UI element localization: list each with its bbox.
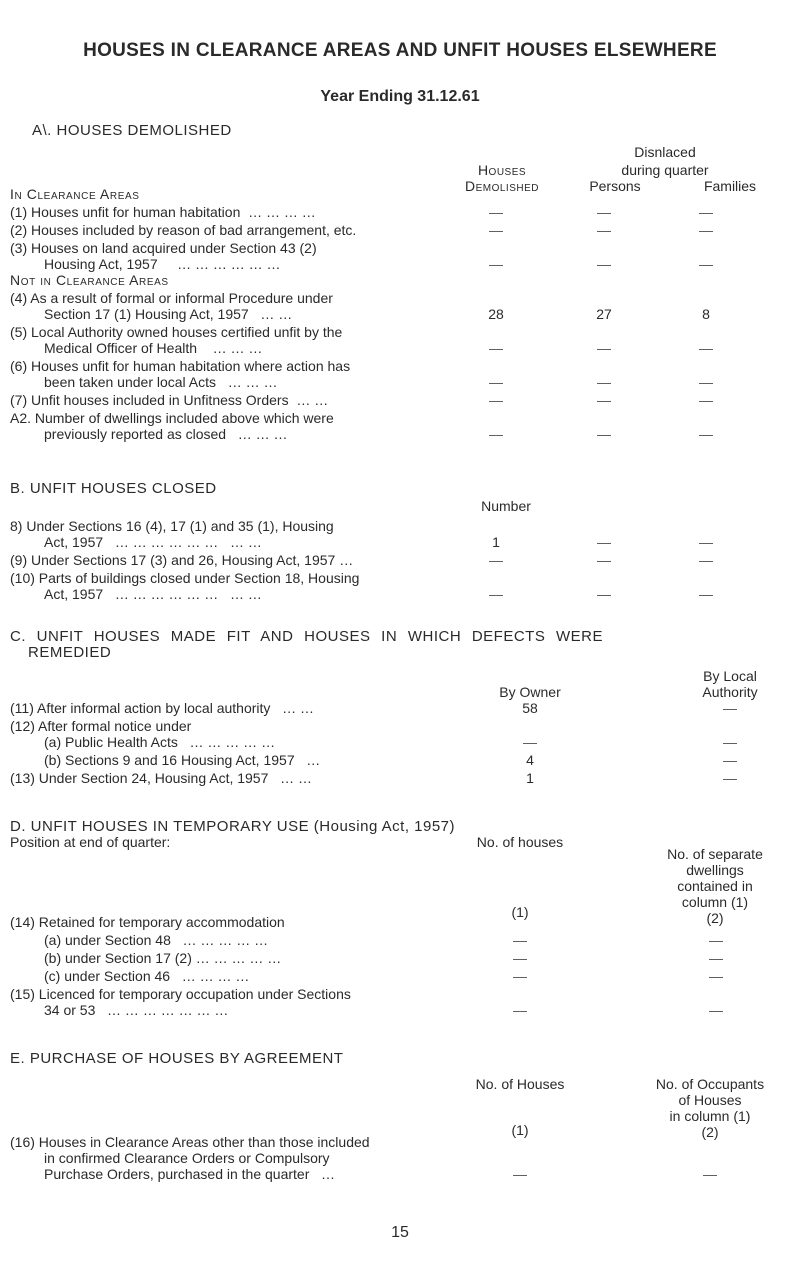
position-label: Position at end of quarter: [10, 834, 171, 850]
row-4-label-1: (4) As a result of formal or informal Procedure under [10, 290, 333, 306]
row-4-families: 8 [702, 306, 710, 322]
row-2-houses: — [489, 222, 503, 238]
row-a2-label-2: previously reported as closed … … … [44, 426, 288, 442]
row-1-persons: — [597, 204, 611, 220]
col-displaced-header-1: Disnlaced [634, 144, 696, 160]
row-12a-local: — [723, 734, 737, 750]
row-a2-persons: — [597, 426, 611, 442]
row-10-label-2: Act, 1957 … … … … … … … … [44, 586, 262, 602]
row-13-local: — [723, 770, 737, 786]
row-5-persons: — [597, 340, 611, 356]
page-number: 15 [391, 1224, 409, 1241]
row-14c-houses: — [513, 968, 527, 984]
col-persons-header: Persons [589, 178, 641, 194]
row-10-number: — [489, 586, 503, 602]
row-4-persons: 27 [596, 306, 612, 322]
row-5-label-2: Medical Officer of Health … … … [44, 340, 263, 356]
row-16-label-1: (16) Houses in Clearance Areas other than those included [10, 1134, 370, 1150]
row-7-label: (7) Unfit houses included in Unfitness Orders … … [10, 392, 329, 408]
row-14-label: (14) Retained for temporary accommodation [10, 914, 285, 930]
row-a2-houses: — [489, 426, 503, 442]
row-6-families: — [699, 374, 713, 390]
row-12a-label: (a) Public Health Acts … … … … … [44, 734, 276, 750]
section-d-heading: D. UNFIT HOUSES IN TEMPORARY USE (Housing Act, 1957) [10, 818, 456, 835]
row-15-houses: — [513, 1002, 527, 1018]
row-3-label-1: (3) Houses on land acquired under Section 43 (2) [10, 240, 317, 256]
row-10-col3: — [699, 586, 713, 602]
col-2-e-marker: (2) [701, 1124, 719, 1140]
row-1-families: — [699, 204, 713, 220]
col-1-marker: (1) [511, 904, 529, 920]
row-8-col2: — [597, 534, 611, 550]
in-clearance-label: In Clearance Areas [10, 186, 140, 202]
row-8-number: 1 [492, 534, 500, 550]
row-a2-families: — [699, 426, 713, 442]
row-3-label-2: Housing Act, 1957 … … … … … … [44, 256, 281, 272]
row-16-label-3: Purchase Orders, purchased in the quarter … [44, 1166, 336, 1182]
row-15-label-1: (15) Licenced for temporary occupation under Sections [10, 986, 351, 1002]
row-14a-houses: — [513, 932, 527, 948]
col-families-header: Families [703, 178, 757, 194]
row-15-dwellings: — [709, 1002, 723, 1018]
row-16-label-2: in confirmed Clearance Orders or Compulsory [44, 1150, 330, 1166]
col-occupants-header-2: of Houses [678, 1092, 742, 1108]
row-3-families: — [699, 256, 713, 272]
col-separate-header-3: contained in [677, 878, 753, 894]
col-local-header-2: Authority [702, 684, 758, 700]
row-6-persons: — [597, 374, 611, 390]
section-e-heading: E. PURCHASE OF HOUSES BY AGREEMENT [10, 1050, 344, 1067]
row-9-col3: — [699, 552, 713, 568]
row-13-label: (13) Under Section 24, Housing Act, 1957 … … [10, 770, 312, 786]
col-owner-header: By Owner [499, 684, 561, 700]
col-no-houses-header: No. of houses [476, 834, 564, 850]
row-2-label: (2) Houses included by reason of bad arrangement, etc. [10, 222, 357, 238]
section-c-heading-1: C. UNFIT HOUSES MADE FIT AND HOUSES IN WHICH DEFECTS WERE [10, 628, 603, 645]
row-7-families: — [699, 392, 713, 408]
row-5-houses: — [489, 340, 503, 356]
row-2-persons: — [597, 222, 611, 238]
row-6-label-2: been taken under local Acts … … … [44, 374, 278, 390]
row-1-label: (1) Houses unfit for human habitation … … … … [10, 204, 316, 220]
col-displaced-header-2: during quarter [621, 162, 709, 178]
row-5-label-1: (5) Local Authority owned houses certified unfit by the [10, 324, 343, 340]
row-1-houses: — [489, 204, 503, 220]
row-11-label: (11) After informal action by local authority … … [10, 700, 314, 716]
row-9-col2: — [597, 552, 611, 568]
col-separate-header-4: column (1) [681, 894, 749, 910]
col-2-marker: (2) [706, 910, 724, 926]
row-7-houses: — [489, 392, 503, 408]
row-12b-owner: 4 [526, 752, 534, 768]
col-occupants-header-1: No. of Occupants [655, 1076, 765, 1092]
col-houses-header-2: Demolished [464, 178, 539, 194]
col-separate-header-2: dwellings [686, 862, 744, 878]
col-occupants-header-3: in column (1) [669, 1108, 751, 1124]
row-9-label: (9) Under Sections 17 (3) and 26, Housing Act, 1957 … [10, 552, 354, 568]
row-6-label-1: (6) Houses unfit for human habitation where action has [10, 358, 351, 374]
row-11-local: — [723, 700, 737, 716]
row-5-families: — [699, 340, 713, 356]
row-9-number: — [489, 552, 503, 568]
row-a2-label-1: A2. Number of dwellings included above which were [10, 410, 334, 426]
col-no-houses-e-header: No. of Houses [475, 1076, 565, 1092]
row-12a-owner: — [523, 734, 537, 750]
row-6-houses: — [489, 374, 503, 390]
row-14c-dwellings: — [709, 968, 723, 984]
row-14a-label: (a) under Section 48 … … … … … [44, 932, 269, 948]
section-a-heading: A\. HOUSES DEMOLISHED [32, 122, 232, 139]
row-13-owner: 1 [526, 770, 534, 786]
row-14b-dwellings: — [709, 950, 723, 966]
col-1-e-marker: (1) [511, 1122, 529, 1138]
row-14a-dwellings: — [709, 932, 723, 948]
row-4-label-2: Section 17 (1) Housing Act, 1957 … … [44, 306, 293, 322]
row-12b-local: — [723, 752, 737, 768]
col-separate-header-1: No. of separate [667, 846, 763, 862]
row-10-col2: — [597, 586, 611, 602]
row-2-families: — [699, 222, 713, 238]
page-subtitle: Year Ending 31.12.61 [320, 88, 480, 105]
row-14b-houses: — [513, 950, 527, 966]
row-14b-label: (b) under Section 17 (2) … … … … … [44, 950, 282, 966]
row-12-label: (12) After formal notice under [10, 718, 192, 734]
col-houses-header-1: Houses [477, 162, 527, 178]
row-11-owner: 58 [522, 700, 538, 716]
row-16-occupants: — [703, 1166, 717, 1182]
row-14c-label: (c) under Section 46 … … … … [44, 968, 250, 984]
row-7-persons: — [597, 392, 611, 408]
row-4-houses: 28 [488, 306, 504, 322]
not-in-clearance-label: Not in Clearance Areas [10, 272, 169, 288]
row-16-houses: — [513, 1166, 527, 1182]
row-15-label-2: 34 or 53 … … … … … … … [44, 1002, 229, 1018]
col-number-header: Number [481, 498, 531, 514]
row-8-label-1: 8) Under Sections 16 (4), 17 (1) and 35 (1), Housing [10, 518, 334, 534]
row-8-label-2: Act, 1957 … … … … … … … … [44, 534, 262, 550]
page-title: HOUSES IN CLEARANCE AREAS AND UNFIT HOUSES ELSEWHERE [83, 40, 717, 61]
col-local-header-1: By Local [703, 668, 757, 684]
row-10-label-1: (10) Parts of buildings closed under Section 18, Housing [10, 570, 360, 586]
row-3-houses: — [489, 256, 503, 272]
section-b-heading: B. UNFIT HOUSES CLOSED [10, 480, 217, 497]
section-c-heading-2: REMEDIED [28, 644, 112, 661]
row-12b-label: (b) Sections 9 and 16 Housing Act, 1957 … [44, 752, 321, 768]
row-8-col3: — [699, 534, 713, 550]
row-3-persons: — [597, 256, 611, 272]
